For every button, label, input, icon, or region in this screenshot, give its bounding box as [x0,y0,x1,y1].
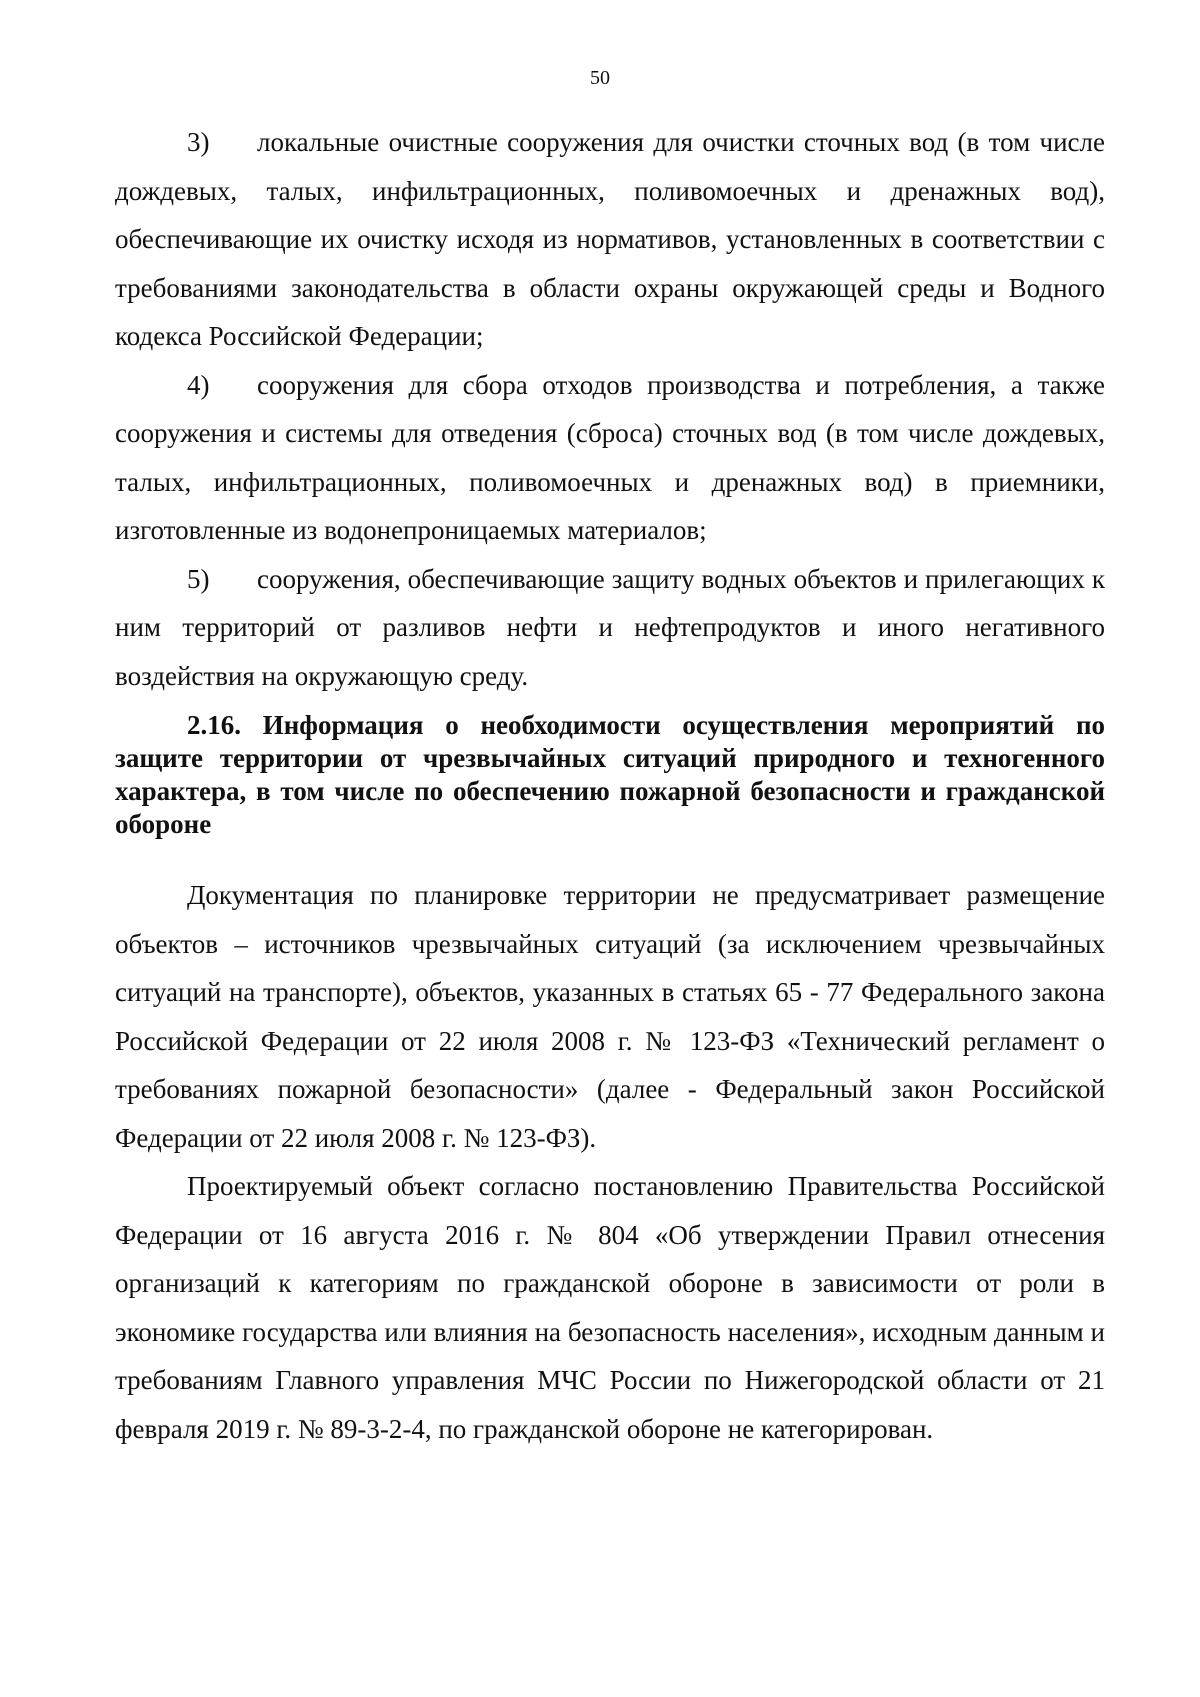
paragraph-documentation: Документация по планировке территории не предусматривает размещение объектов – источников чрезвычайных ситуаций (за исключением чрезвычайных ситуаций на транспорте), объектов, указанных в статьях 65 - 77 Федерального закона Российской Федерации от 22 июля 2008 г. № 123-ФЗ «Технический регламент о требованиях пожарной безопасности» (далее - Федеральный закон Российской Федерации от 22 июля 2008 г. № 123-ФЗ). [115,880,1105,1153]
paragraph-civil-defense: Проектируемый объект согласно постановлению Правительства Российской Федерации от 16 августа 2016 г. № 804 «Об утверждении Правил отнесения организаций к категориям по гражданской обороне в зависимости от роли в экономике государства или влияния на безопасность населения», исходным данным и требованиям Главного управления МЧС России по Нижегородской области от 21 февраля 2019 г. № 89-3-2-4, по гражданской обороне не категорирован. [115,1171,1105,1444]
list-item-number: 5) [187,563,210,594]
list-item-text: сооружения для сбора отходов производства и потребления, а также сооружения и системы для отведения (сброса) сточных вод (в том числе дождевых, талых, инфильтрационных, поливомоечных и дренажных вод) в приемники, изготовленные из водонепроницаемых материалов; [115,369,1105,545]
list-item-5 [115,555,1105,701]
list-item-text: сооружения, обеспечивающие защиту водных объектов и прилегающих к ним территорий от разливов нефти и нефтепродуктов и иного негативного воздействия на окружающую среду. [115,563,1105,691]
list-item-4 [115,361,1105,555]
page-number: 50 [590,67,610,89]
list-item-text: локальные очистные сооружения для очистки сточных вод (в том числе дождевых, талых, инфильтрационных, поливомоечных и дренажных вод), обеспечивающие их очистку исходя из нормативов, установленных в соответствии с требованиями законодательства в области охраны окружающей среды и Водного кодекса Российской Федерации; [115,127,1105,351]
list-item-number: 3) [187,127,210,157]
list-item-number: 4) [187,369,210,400]
list-item-3 [115,118,1105,361]
section-heading: 2.16. Информация о необходимости осуществления мероприятий по защите территории от чрезвычайных ситуаций природного и техногенного характера, в том числе по обеспечению пожарной безопасности и гражданской обороне [115,710,1105,839]
document-body [115,118,1105,1453]
